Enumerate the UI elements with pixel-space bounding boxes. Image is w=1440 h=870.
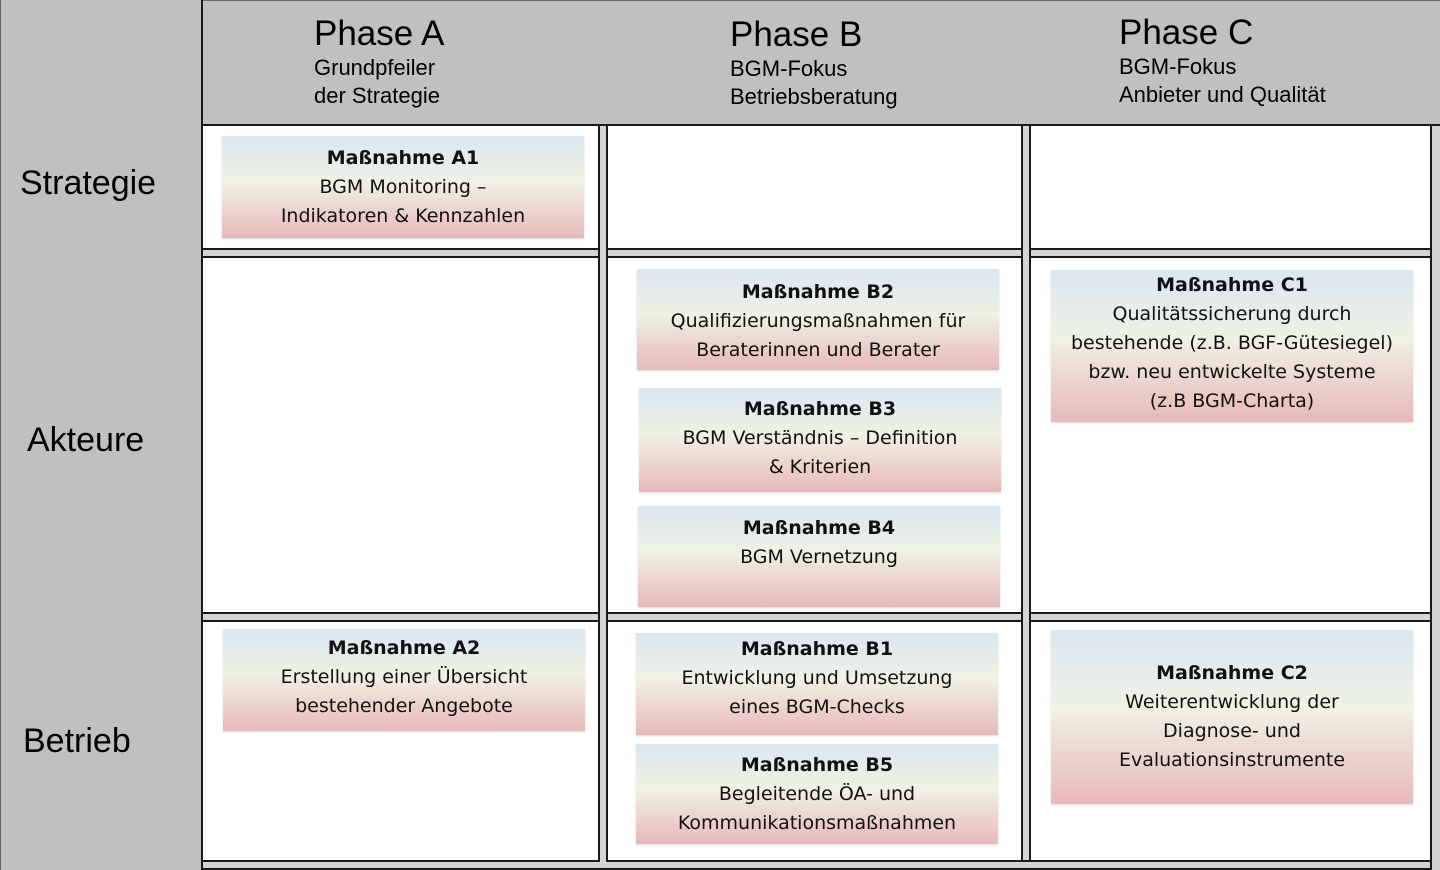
measure-b3-text: BGM Verständnis – Definition & Kriterien	[682, 427, 958, 478]
measure-b1-title: Maßnahme B1	[740, 638, 894, 660]
phase-a-subtitle: Grundpfeiler der Strategie	[314, 55, 440, 108]
measure-c1	[1051, 270, 1413, 422]
measure-b5	[636, 744, 998, 844]
measure-a1-title: Maßnahme A1	[326, 147, 480, 169]
row-divider-3	[203, 860, 1440, 870]
phase-c-header	[1119, 15, 1326, 109]
phase-a-header	[314, 16, 444, 110]
measure-c1-title: Maßnahme C1	[1156, 274, 1308, 296]
phase-a-title: Phase A	[314, 14, 445, 53]
phase-b-title: Phase B	[730, 15, 863, 54]
measure-b3-title: Maßnahme B3	[743, 398, 897, 420]
measure-c1-text: Qualitätssicherung durch bestehende (z.B. BGF-Gütesiegel) bzw. neu entwickelte Systeme (z.B BGM-Charta)	[1070, 303, 1393, 412]
phase-b-header	[730, 17, 898, 111]
phase-c-title: Phase C	[1119, 13, 1254, 52]
measure-b1	[636, 633, 998, 735]
measure-a1-text: BGM Monitoring – Indikatoren & Kennzahlen	[280, 176, 526, 227]
measure-b5-title: Maßnahme B5	[740, 754, 894, 776]
row-label-betrieb: Betrieb	[23, 722, 131, 760]
measure-c2-title: Maßnahme C2	[1156, 662, 1308, 684]
measure-b4-title: Maßnahme B4	[742, 517, 896, 539]
row-divider-1	[203, 248, 1440, 258]
measure-c2-text: Weiterentwicklung der Diagnose- und Evaluationsinstrumente	[1118, 691, 1346, 771]
column-divider-2	[1021, 126, 1031, 860]
measure-a1	[222, 136, 584, 238]
measure-b3	[639, 388, 1001, 492]
row-divider-2	[203, 612, 1440, 622]
measure-b4	[638, 506, 1000, 607]
phase-c-subtitle: BGM-Fokus Anbieter und Qualität	[1119, 54, 1326, 107]
measure-b2-text: Qualifizierungsmaßnahmen für Beraterinnen und Berater	[670, 310, 966, 361]
right-border	[1430, 126, 1440, 870]
measure-b2-title: Maßnahme B2	[741, 281, 895, 303]
measure-b2	[637, 269, 999, 370]
row-label-akteure: Akteure	[27, 421, 145, 459]
measure-b4-text: BGM Vernetzung	[740, 546, 898, 568]
measure-c2	[1051, 630, 1413, 804]
phase-b-subtitle: BGM-Fokus Betriebsberatung	[730, 56, 898, 109]
column-divider-1	[598, 126, 608, 862]
row-label-strategie: Strategie	[20, 164, 157, 202]
measure-a2	[223, 629, 585, 731]
measure-b1-text: Entwicklung und Umsetzung eines BGM-Checks	[681, 667, 953, 718]
measure-a2-title: Maßnahme A2	[327, 637, 481, 659]
measure-a2-text: Erstellung einer Übersicht bestehender Angebote	[280, 666, 528, 717]
measure-b5-text: Begleitende ÖA- und Kommunikationsmaßnahmen	[677, 783, 957, 834]
